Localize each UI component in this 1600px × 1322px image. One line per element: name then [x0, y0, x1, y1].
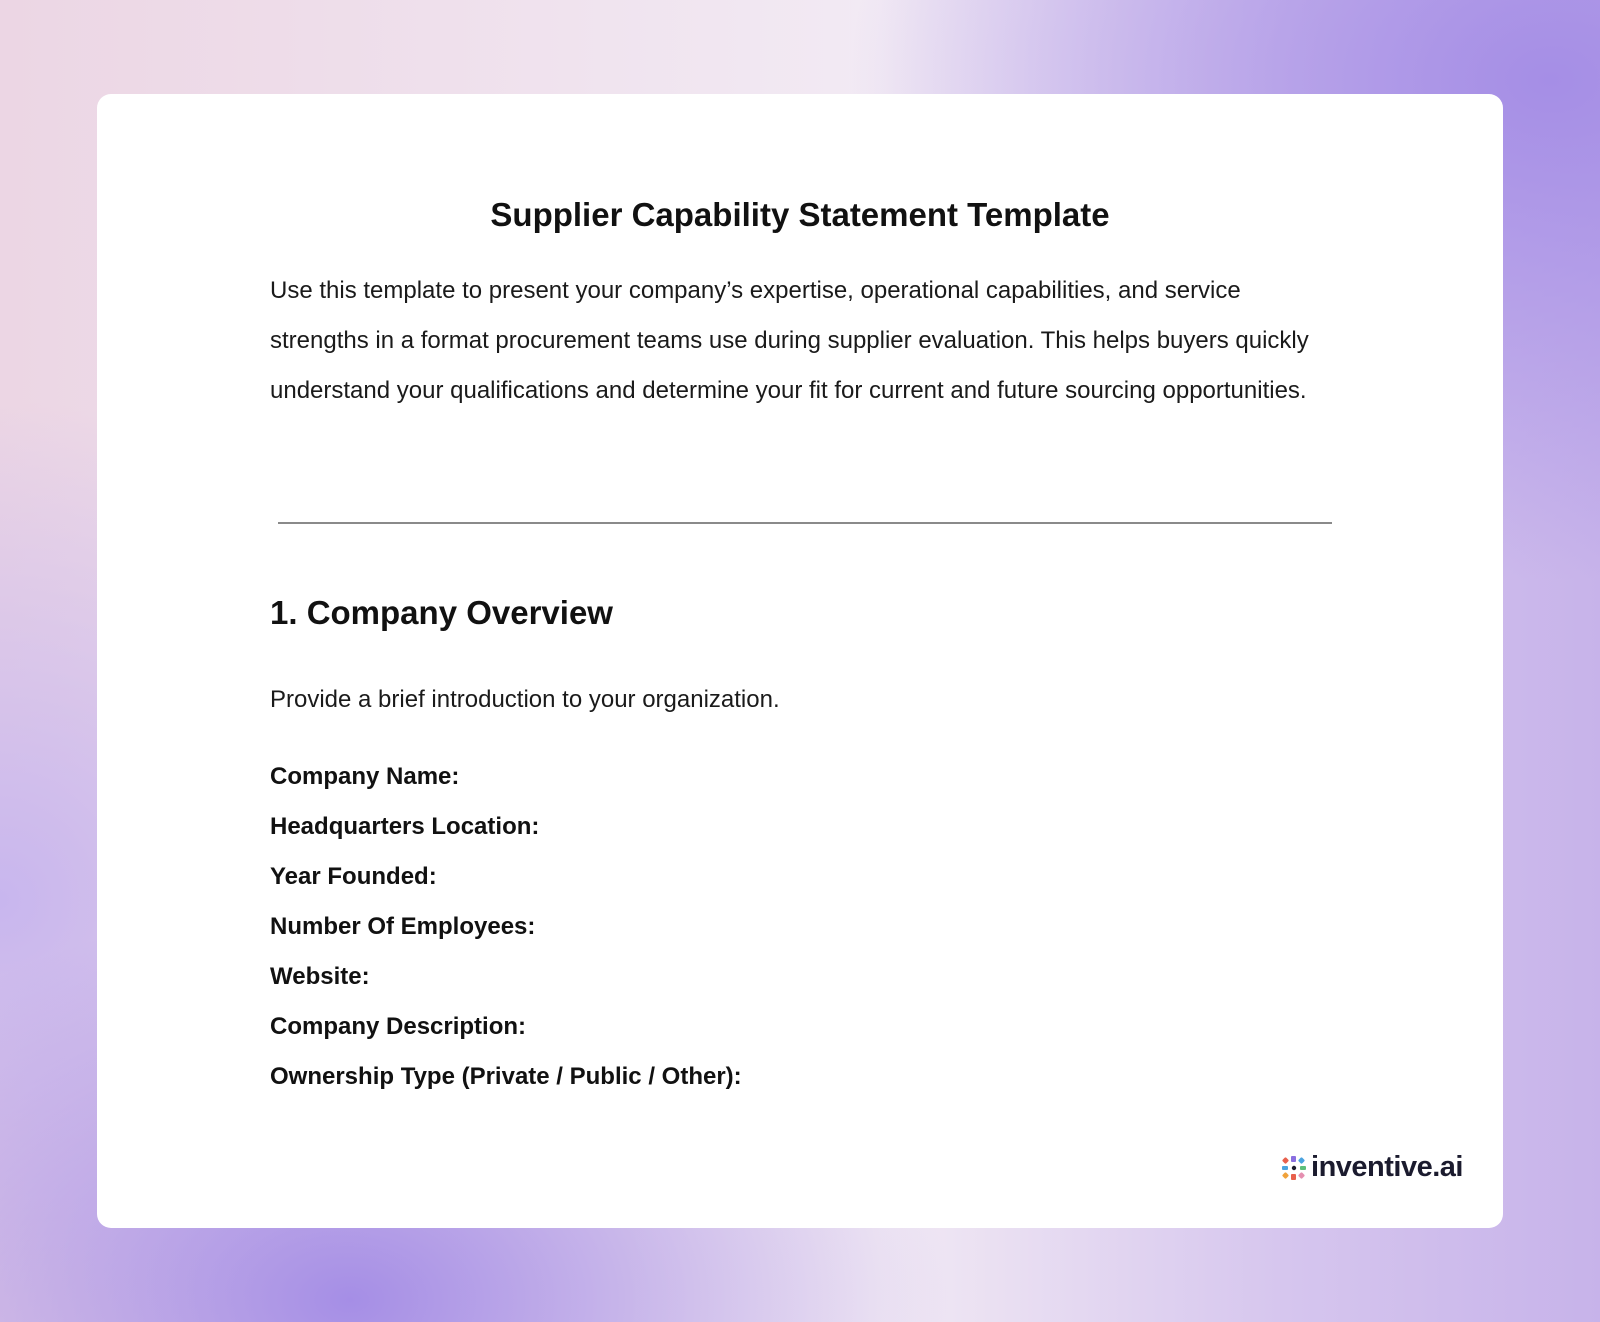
- section-description: Provide a brief introduction to your organization.: [270, 686, 780, 713]
- logo-mark-icon: [1281, 1155, 1307, 1181]
- logo-text: inventive.ai: [1311, 1151, 1463, 1183]
- brand-logo: [1281, 1151, 1463, 1184]
- field-label: Company Name:: [270, 763, 460, 790]
- section-heading: 1. Company Overview: [270, 594, 613, 631]
- field-label: Website:: [270, 963, 370, 990]
- intro-paragraph: Use this template to present your company’s expertise, operational capabilities, and service strengths in a format procurement teams use during supplier evaluation. This helps buyers quickly understand your qualifications and determine your fit for current and future sourcing opportunities.: [270, 277, 1309, 404]
- field-label: Company Description:: [270, 1013, 527, 1040]
- field-label: Headquarters Location:: [270, 813, 540, 840]
- field-label: Number Of Employees:: [270, 913, 536, 940]
- field-list: [270, 762, 742, 1112]
- document-card: [97, 94, 1503, 1228]
- divider: [278, 522, 1332, 524]
- document-title: Supplier Capability Statement Template: [490, 196, 1110, 233]
- field-label: Ownership Type (Private / Public / Other):: [270, 1063, 742, 1090]
- field-label: Year Founded:: [270, 863, 437, 890]
